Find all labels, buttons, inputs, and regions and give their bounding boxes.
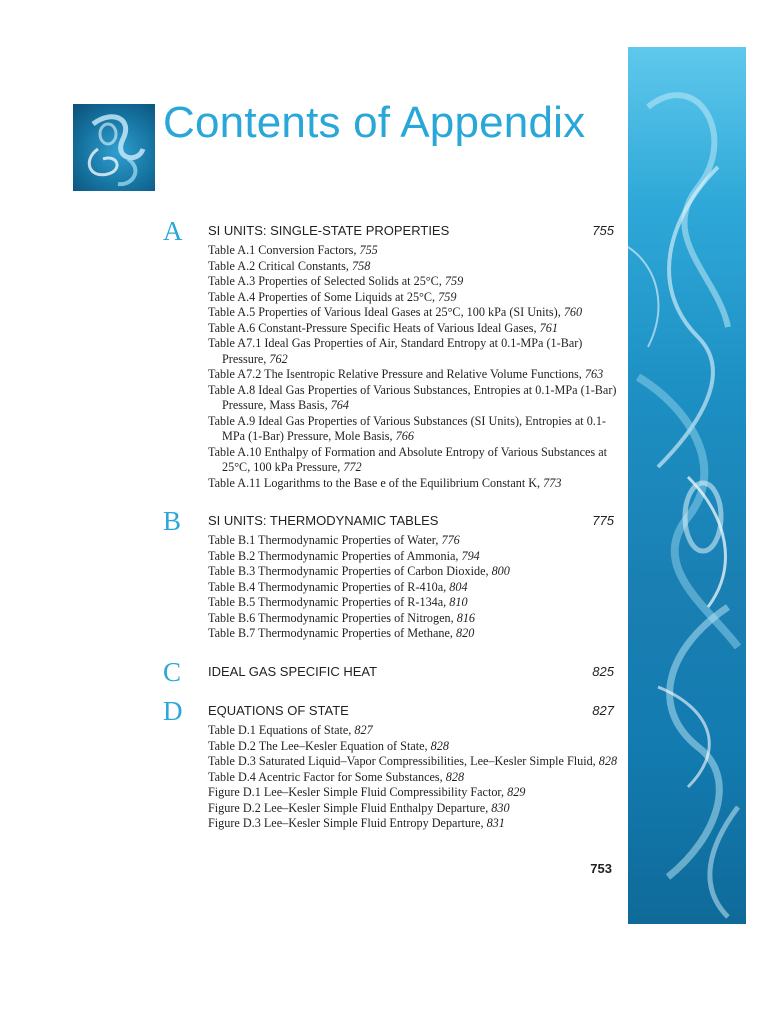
contents-entry[interactable] [208, 274, 618, 290]
section-letter: C [163, 657, 182, 687]
entry-page-number: 828 [445, 769, 465, 784]
entry-page-number: 827 [354, 723, 373, 737]
section-page-number: 775 [592, 513, 614, 528]
contents-entry[interactable] [208, 754, 618, 770]
smoke-swirl-art [628, 47, 746, 924]
entry-page-number: 794 [461, 548, 480, 563]
section-page-number: 755 [592, 223, 614, 238]
entry-title: Table A.11 Logarithms to the Base e of the Equilibrium Constant K, [208, 475, 544, 490]
contents-entry[interactable] [208, 816, 618, 832]
entry-page-number: 828 [430, 738, 449, 753]
entry-title: Table A7.1 Ideal Gas Properties of Air, Standard Entropy at 0.1-MPa (1-Bar) Pressure, [208, 336, 583, 366]
entry-title: Table D.1 Equations of State, [208, 723, 355, 737]
entry-page-number: 760 [563, 305, 583, 319]
entry-page-number: 828 [598, 754, 618, 768]
entry-title: Table A.1 Conversion Factors, [208, 243, 360, 257]
entry-title: Table A.3 Properties of Selected Solids at 25°C, [208, 274, 445, 288]
entry-list [208, 243, 618, 491]
section-letter: D [163, 696, 183, 726]
page-number: 753 [590, 861, 612, 876]
contents-entry[interactable] [208, 259, 618, 275]
contents-entry[interactable] [208, 367, 618, 383]
entry-page-number: 776 [441, 533, 460, 547]
contents-entry[interactable] [208, 785, 618, 801]
entry-page-number: 816 [456, 610, 475, 625]
contents-entry[interactable] [208, 723, 618, 739]
entry-page-number: 763 [584, 367, 604, 381]
decorative-smoke-band [628, 47, 746, 924]
entry-page-number: 773 [543, 475, 562, 490]
entry-title: Table B.2 Thermodynamic Properties of Ammonia, [208, 548, 462, 563]
entry-page-number: 820 [456, 626, 475, 640]
contents-entry[interactable] [208, 321, 618, 337]
entry-title: Table D.2 The Lee–Kesler Equation of State, [208, 738, 431, 753]
contents-entry[interactable] [208, 414, 618, 445]
entry-list [208, 723, 618, 832]
entry-title: Table A7.2 The Isentropic Relative Pressure and Relative Volume Functions, [208, 367, 585, 381]
entry-title: Figure D.2 Lee–Kesler Simple Fluid Enthalpy Departure, [208, 800, 492, 815]
contents-entry[interactable] [208, 595, 618, 611]
contents-entry[interactable] [208, 305, 618, 321]
contents-entry[interactable] [208, 739, 618, 755]
entry-page-number: 829 [507, 785, 526, 799]
contents-entry[interactable] [208, 476, 618, 492]
entry-page-number: 830 [491, 800, 510, 815]
section-page-number: 827 [592, 703, 614, 718]
entry-title: Table A.10 Enthalpy of Formation and Absolute Entropy of Various Substances at 25°C, 100 kPa Pressure, [208, 444, 608, 474]
title-smoke-image [73, 104, 155, 191]
entry-title: Table B.7 Thermodynamic Properties of Methane, [208, 626, 457, 640]
smoke-swirl-thumbnail [73, 104, 155, 191]
contents-entry[interactable] [208, 383, 618, 414]
contents-entry[interactable] [208, 336, 618, 367]
entry-page-number: 758 [352, 258, 371, 273]
entry-title: Table B.5 Thermodynamic Properties of R-134a, [208, 595, 450, 609]
entry-page-number: 761 [539, 320, 558, 335]
contents-entry[interactable] [208, 549, 618, 565]
section-title: EQUATIONS OF STATE [208, 703, 349, 718]
contents-entry[interactable] [208, 611, 618, 627]
section-letter: B [163, 506, 182, 536]
entry-title: Table B.1 Thermodynamic Properties of Water, [208, 533, 442, 547]
contents-entry[interactable] [208, 445, 618, 476]
section-title: SI UNITS: THERMODYNAMIC TABLES [208, 513, 439, 528]
entry-title: Table A.4 Properties of Some Liquids at 25°C, [208, 289, 439, 304]
entry-page-number: 759 [438, 289, 457, 304]
contents-entry[interactable] [208, 290, 618, 306]
entry-page-number: 810 [449, 595, 468, 609]
page-title: Contents of Appendix [163, 98, 586, 147]
section-page-number: 825 [592, 664, 614, 679]
entry-page-number: 772 [343, 460, 362, 474]
entry-page-number: 800 [491, 564, 510, 578]
entry-page-number: 764 [330, 398, 349, 412]
entry-title: Figure D.3 Lee–Kesler Simple Fluid Entropy Departure, [208, 816, 487, 830]
entry-title: Table D.3 Saturated Liquid–Vapor Compressibilities, Lee–Kesler Simple Fluid, [208, 754, 599, 768]
contents-entry[interactable] [208, 564, 618, 580]
entry-title: Table B.3 Thermodynamic Properties of Carbon Dioxide, [208, 564, 492, 578]
contents-entry[interactable] [208, 770, 618, 786]
entry-title: Table A.8 Ideal Gas Properties of Various Substances, Entropies at 0.1-MPa (1-Bar) Pressure, Mass Basis, [208, 382, 617, 412]
contents-entry[interactable] [208, 626, 618, 642]
entry-list [208, 533, 618, 642]
entry-page-number: 766 [395, 429, 414, 443]
entry-title: Table A.2 Critical Constants, [208, 258, 353, 273]
contents-entry[interactable] [208, 243, 618, 259]
entry-title: Table A.5 Properties of Various Ideal Gases at 25°C, 100 kPa (SI Units), [208, 305, 564, 319]
entry-page-number: 831 [486, 816, 505, 830]
entry-title: Table A.6 Constant-Pressure Specific Heats of Various Ideal Gases, [208, 320, 540, 335]
entry-title: Figure D.1 Lee–Kesler Simple Fluid Compressibility Factor, [208, 785, 508, 799]
entry-title: Table B.6 Thermodynamic Properties of Nitrogen, [208, 610, 457, 625]
section-title: SI UNITS: SINGLE-STATE PROPERTIES [208, 223, 450, 238]
entry-title: Table D.4 Acentric Factor for Some Substances, [208, 769, 446, 784]
contents-entry[interactable] [208, 801, 618, 817]
entry-page-number: 759 [444, 274, 464, 288]
entry-page-number: 755 [359, 243, 378, 257]
contents-entry[interactable] [208, 533, 618, 549]
entry-page-number: 804 [449, 579, 468, 594]
entry-title: Table A.9 Ideal Gas Properties of Various Substances (SI Units), Entropies at 0.1-MPa (1-Bar) Pressure, Mole Basis, [208, 413, 606, 443]
contents-entry[interactable] [208, 580, 618, 596]
section-letter: A [163, 216, 183, 246]
entry-title: Table B.4 Thermodynamic Properties of R-410a, [208, 579, 450, 594]
entry-page-number: 762 [269, 351, 288, 366]
section-title: IDEAL GAS SPECIFIC HEAT [208, 664, 378, 679]
